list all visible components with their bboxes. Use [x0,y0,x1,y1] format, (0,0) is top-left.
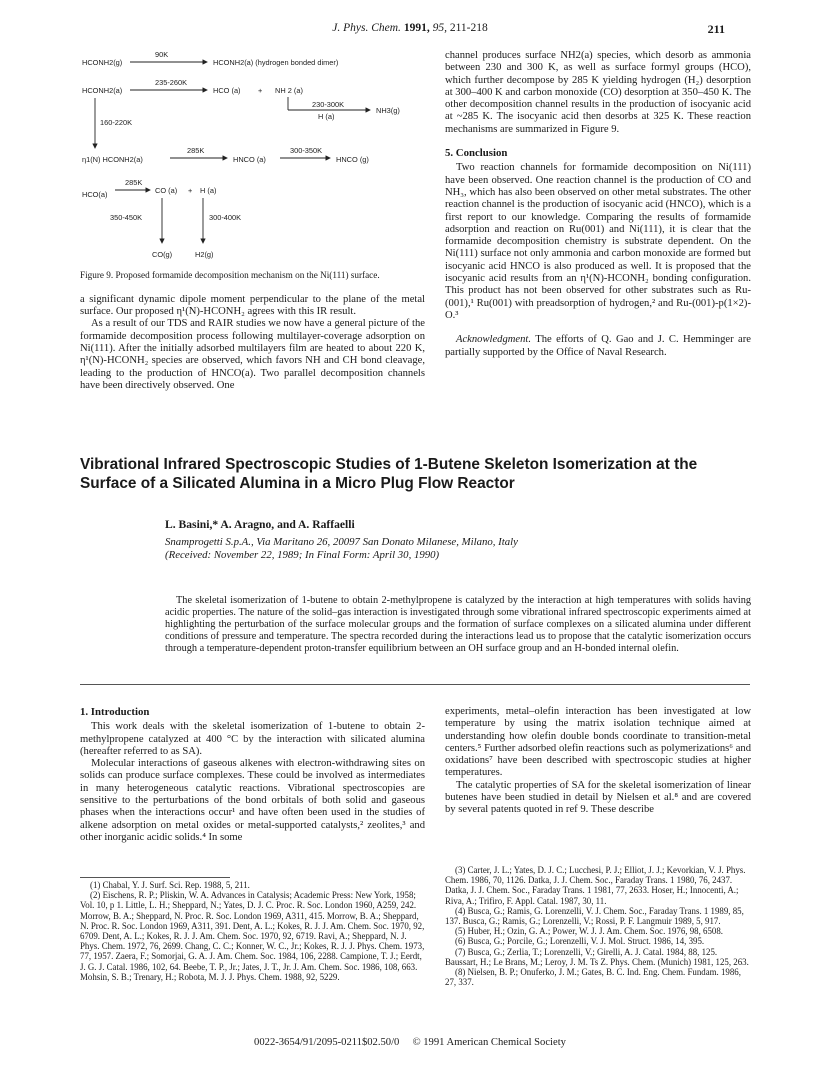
article-affiliation [165,536,518,562]
journal-name: J. Phys. Chem. [332,22,401,34]
conclusion-text: Two reaction channels for formamide decomposition on Ni(111) have been observed. One reaction channel is the production of CO and NH₃, which has also been observed on other metal substrates. The other reaction channel is the production of isocyanic acid (HNCO), which is a first report to our knowledge. Comparing the results of formamide adsorption and reaction on Ru(001) and Ni(111), it is clear that the formamide decomposition chemistry is substrate dependent. On the Ni(111) surface not only ammonia and carbon monoxide are formed but isocyanic acid HNCO is also produced as well. It is proposed that the isocyanic acid results from an η¹(N)-HCONH₂ bonding configuration. This product has not been observed for other substrates such as Ru-(001),¹ Ru(001) with preadsorption of hydrogen,² and Ru-(001)-p(1×2)-O.³ [445,162,751,321]
article-authors: L. Basini,* A. Aragno, and A. Raffaelli [165,518,355,531]
scheme-r2-branch-h: H (a) [318,112,335,121]
scheme-r2-branch-product: NH3(g) [376,106,400,115]
scheme-r5-h: H (a) [200,186,217,195]
affiliation-line-1: Snamprogetti S.p.A., Via Maritano 26, 20097 San Donato Milanese, Milano, Italy [165,536,518,548]
left-paragraph-1: a significant dynamic dipole moment perpendicular to the plane of the metal surface. Our proposed η¹(N)-HCONH₂ agrees with this IR result. [80,293,425,318]
journal-year: 1991, [403,22,430,34]
scheme-r4-temp2: 300-350K [290,146,323,155]
scheme-r4-temp: 285K [187,146,205,155]
footnote-5: (5) Huber, H.; Ozin, G. A.; Power, W. J. J. Am. Chem. Soc. 1976, 98, 6508. [455,926,723,937]
footnote-7: (7) Busca, G.; Zerlia, T.; Lorenzelli, V.; Girelli, A. J. Catal. 1984, 88, 125. Baussart, H.; Le Brans, M.; Leroy, J. M. Ts Z. Phys. Chem. (Munich) 1981, 125, 263. [445,946,749,967]
intro-paragraph-2: Molecular interactions of gaseous alkenes with electron-withdrawing sites on solids can produce surface complexes. These could be involved as intermediates in many heterogeneous catalytic reactions. Vibrational spectroscopies are sensitive to the perturbations of the bond orbitals of both solid and gaseous phases when the interactions occur¹ and have often been used in the studies of alkene adsorption on metal oxides or metal-supported catalysts,² zeolites,³ and other inorganic acidic solids.⁴ In some [80,758,425,843]
journal-volume: 95, [432,22,447,34]
abstract-divider [80,684,750,685]
running-header [0,22,820,34]
scheme-r1-temp: 90K [155,50,169,59]
right-column-top [445,50,751,359]
intro-right-column [445,706,751,817]
acknowledgment-text: The efforts of Q. Gao and J. C. Hemminger are partially supported by the Office of Naval Research. [445,334,751,358]
intro-paragraph-4: The catalytic properties of SA for the skeletal isomerization of linear butenes have been studied in detail by Nielsen et al.⁸ and are covered by several patents quoted in ref 9. These describe [445,779,751,816]
scheme-r5-temp: 285K [125,178,143,187]
scheme-r2-hco: HCO (a) [213,86,241,95]
scheme-r4-mid: HNCO (a) [233,155,266,164]
page-number: 211 [707,22,725,36]
scheme-r4-left: η1(N) HCONH2(a) [82,155,143,164]
journal-pages: 211-218 [449,22,488,34]
footnote-1: (1) Chabal, Y. J. Surf. Sci. Rep. 1988, 5, 211. [90,880,250,890]
intro-paragraph-1: This work deals with the skeletal isomerization of 1-butene to obtain 2-methylpropene catalyzed at 400 °C by the interaction with silicated alumina (hereafter referred to as SA). [80,721,425,757]
footnote-3: (3) Carter, J. L.; Yates, D. J. C.; Lucchesi, P. J.; Elliot, J. J.; Kevorkian, V. J. Phys. Chem. 1986, 70, 1126. Datka, J. J. Chem. Soc., Faraday Trans. 1 1980, 76, 2437. Datka, J. J. Chem. Soc., Faraday Trans. 1 1981, 77, 2633. Hoser, H.; Innocenti, A.; Riva, A.; Trifiro, F. Appl. Catal. 1987, 30, 11. [445,865,746,906]
intro-paragraph-3: experiments, metal–olefin interaction has been investigated at low temperature by using the matrix isolation technique aimed at understanding how olefin double bonds coordinate to transition-metal centers.⁵ Further adsorbed olefin reactions such as polymerizations⁶ and oxidations⁷ have been described with spectroscopic studies at higher temperatures. [445,706,751,779]
scheme-r5-co: CO (a) [155,186,178,195]
footnotes-right [445,865,751,987]
conclusion-heading: 5. Conclusion [445,147,508,160]
affiliation-line-2: (Received: November 22, 1989; In Final Form: April 30, 1990) [165,549,440,561]
right-paragraph-1: channel produces surface NH2(a) species, which desorb as ammonia between 230 and 300 K, as well as surface formyl groups (HCO), which further decompose by 285 K yielding hydrogen (H₂) desorption at 300–400 K and carbon monoxide (CO) desorption at 350–450 K. The other decomposition channel results in the production of isocyanic acid at ~285 K. The isocyanic acid then desorbs at 325 K. These reaction mechanisms are summarized in Figure 9. [445,50,751,135]
footer-copyright: © 1991 American Chemical Society [412,1037,566,1048]
figure-caption: Figure 9. Proposed formamide decomposition mechanism on the Ni(111) surface. [80,270,380,280]
footnote-6: (6) Busca, G.; Porcile, G.; Lorenzelli, V. J. Mol. Struct. 1986, 14, 395. [455,936,705,947]
page-footer [0,1037,820,1048]
article-abstract: The skeletal isomerization of 1-butene to obtain 2-methylpropene is catalyzed by the interaction at high temperatures with solids having acidic properties. The nature of the solid–gas interaction is investigated through some vibrational infrared spectroscopic experiments aimed at highlighting the perturbation of the surface molecular groups and the formation of surface complexes on a silicated alumina under different conditions of pressure and temperature. The spectra recorded during the interactions lead us to propose that the catalytic isomerization occurs through a temperature-dependent proton-transfer equilibrium between an OH surface group and an H-bonded internal olefin. [165,595,751,654]
scheme-r5-plus: + [188,186,193,195]
introduction-heading: 1. Introduction [80,706,150,718]
acknowledgment [445,334,751,359]
intro-left-column [80,706,425,844]
scheme-r3-vert-temp: 160-220K [100,118,133,127]
scheme-r2-temp: 235-260K [155,78,188,87]
scheme-r2-branch-temp: 230-300K [312,100,345,109]
acknowledgment-label: Acknowledgment. [456,334,532,346]
footnotes-left [80,880,425,982]
scheme-r6-temp-left: 350-450K [110,213,143,222]
scheme-r6-temp-right: 300-400K [209,213,242,222]
footnote-8: (8) Nielsen, B. P.; Onuferko, J. M.; Gates, B. C. Ind. Eng. Chem. Fundam. 1986, 27, 337. [445,967,741,988]
footnote-2: (2) Eischens, R. P.; Pliskin, W. A. Advances in Catalysis; Academic Press: New York, 1958; Vol. 10, p 1. Little, L. H.; Sheppard, N.; Yates, D. J. C. Proc. R. Soc. London 1960, A259, 242. Morrow, B. A.; Sheppard, N. Proc. R. Soc. London 1969, A311, 415. Morrow, B. A.; Sheppard, N. Proc. R. Soc. London 1969, A311, 391. Dent, A. L.; Kokes, R. J. J. Am. Chem. Soc. 1970, 92, 6709. Dent, A. L.; Kokes, R. J. J. Am. Chem. Soc. 1970, 92, 6719. Ravi, A.; Sheppard, N. J. Phys. Chem. 1972, 76, 2699. Chang, C. C.; Konner, W. C., Jr.; Kokes, R. J. J. Phys. Chem. 1973, 77, 1957. Zaera, F.; Somorjai, G. A. J. Am. Chem. Soc. 1984, 106, 2288. Campione, T. J.; Eerdt, J. G. J. Catal. 1986, 102, 64. Beebe, T. P., Jr.; Jates, J. T., Jr. J. Am. Chem. Soc. 1986, 108, 663. Mohsin, S. B.; Trenary, H.; Robota, M. J. J. Phys. Chem. 1988, 92, 5229. [80,890,425,982]
scheme-r2-plus: + [258,86,263,95]
reaction-scheme-figure [80,50,425,265]
scheme-r4-right: HNCO (g) [336,155,369,164]
scheme-r7-co: CO(g) [152,250,173,259]
left-paragraph-2: As a result of our TDS and RAIR studies we now have a general picture of the formamide decomposition process following multilayer-coverage adsorption on Ni(111). After the initially adsorbed multilayers film are heated to about 220 K, η¹(N)-HCONH₂ species are observed, which favors NH and CH bond cleavage, leading to the production of HNCO(a). Two parallel decomposition channels have been directively observed. One [80,318,425,391]
footnote-4: (4) Busca, G.; Ramis, G. Lorenzelli, V. J. Chem. Soc., Faraday Trans. 1 1989, 85, 137. Busca, G.; Ramis, G.; Lorenzelli, V.; Rossi, P. F. Langmuir 1989, 5, 917. [445,905,744,927]
scheme-r1-left: HCONH2(g) [82,58,123,67]
scheme-r7-h2: H2(g) [195,250,214,259]
left-column-top [80,270,425,392]
footnote-rule-left [80,877,230,878]
footer-code: 0022-3654/91/2095-0211$02.50/0 [254,1037,400,1048]
scheme-r2-left: HCONH2(a) [82,86,123,95]
article-title: Vibrational Infrared Spectroscopic Studies of 1-Butene Skeleton Isomerization at the Surface of a Silicated Alumina in a Micro Plug Flow Reactor [80,456,698,492]
scheme-r1-right: HCONH2(a) (hydrogen bonded dimer) [213,58,339,67]
scheme-r5-left: HCO(a) [82,190,108,199]
scheme-r2-nh2: NH 2 (a) [275,86,303,95]
